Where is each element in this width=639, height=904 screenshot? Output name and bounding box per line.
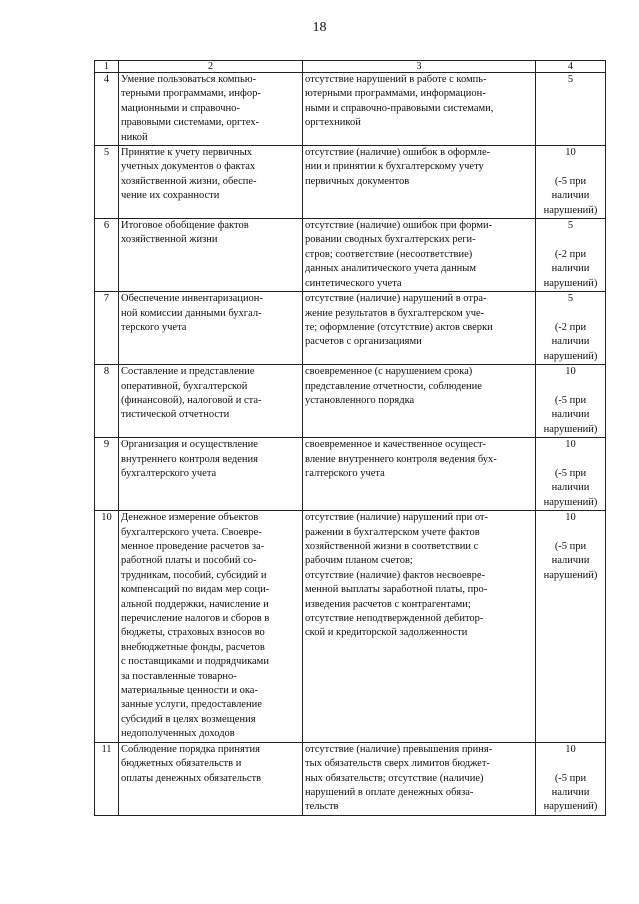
criteria-table-body <box>95 61 606 816</box>
indicator-name: Денежное измерение объектов бухгалтерского учета. Своевре- менное проведение расчетов за- работной платы и пособий со- трудникам, пособий, субсидий и компенсаций по видам мер соци- альной поддержки, начисление и перечисление налогов и сборов в бюджеты, страховых взносов во внебюджетные фонды, расчетов с поставщиками и подрядчиками за поставленные товарно- материальные ценности и ока- занные услуги, предоставление субсидий в целях возмещения недополученных доходов <box>119 511 303 743</box>
column-number-1: 1 <box>95 61 119 73</box>
page-number: 18 <box>312 20 327 35</box>
indicator-name: Организация и осуществление внутреннего контроля ведения бухгалтерского учета <box>119 438 303 511</box>
table-row <box>95 292 606 365</box>
indicator-name: Умение пользоваться компью- терными программами, инфор- мационными и справочно- правовыми системами, оргтех- никой <box>119 73 303 146</box>
evaluation-criterion: отсутствие (наличие) нарушений при от- ражении в бухгалтерском учете фактов хозяйственной жизни в соответствии с рабочим планом счетов; отсутствие (наличие) фактов несвоевре- менной выплаты заработной платы, про- изведения расчетов с контрагентами; отсутствие неподтвержденной дебитор- ской и кредиторской задолженности <box>303 511 536 743</box>
table-row <box>95 146 606 219</box>
row-number: 10 <box>95 511 119 743</box>
evaluation-criterion: своевременное (с нарушением срока) представление отчетности, соблюдение установленного порядка <box>303 365 536 438</box>
indicator-name: Составление и представление оперативной, бухгалтерской (финансовой), налоговой и ста- тистической отчетности <box>119 365 303 438</box>
row-number: 8 <box>95 365 119 438</box>
column-number-2: 2 <box>119 61 303 73</box>
evaluation-criterion: отсутствие (наличие) ошибок при форми- ровании сводных бухгалтерских реги- стров; соответствие (несоответствие) данных аналитического учета данным синтетического учета <box>303 219 536 292</box>
score-cell: 5 (-2 при наличии нарушений) <box>536 219 606 292</box>
table-row <box>95 73 606 146</box>
score-cell: 5 <box>536 73 606 146</box>
evaluation-criterion: отсутствие (наличие) нарушений в отра- жение результатов в бухгалтерском уче- те; оформление (отсутствие) актов сверки расчетов с организациями <box>303 292 536 365</box>
score-cell: 10 (-5 при наличии нарушений) <box>536 438 606 511</box>
indicator-name: Принятие к учету первичных учетных документов о фактах хозяйственной жизни, обеспе- чение их сохранности <box>119 146 303 219</box>
evaluation-criterion: отсутствие нарушений в работе с компь- ютерными программами, информацион- ными и справочно-правовыми системами, оргтехникой <box>303 73 536 146</box>
column-number-3: 3 <box>303 61 536 73</box>
row-number: 4 <box>95 73 119 146</box>
score-cell: 10 (-5 при наличии нарушений) <box>536 742 606 815</box>
column-number-row <box>95 61 606 73</box>
table-row <box>95 511 606 743</box>
table-row <box>95 219 606 292</box>
evaluation-criterion: своевременное и качественное осущест- вление внутреннего контроля ведения бух- галтерского учета <box>303 438 536 511</box>
row-number: 7 <box>95 292 119 365</box>
table-row <box>95 365 606 438</box>
column-number-4: 4 <box>536 61 606 73</box>
evaluation-criterion: отсутствие (наличие) превышения приня- тых обязательств сверх лимитов бюджет- ных обязательств; отсутствие (наличие) нарушений в оплате денежных обяза- тельств <box>303 742 536 815</box>
score-cell: 10 (-5 при наличии нарушений) <box>536 511 606 743</box>
score-cell: 10 (-5 при наличии нарушений) <box>536 146 606 219</box>
indicator-name: Соблюдение порядка принятия бюджетных обязательств и оплаты денежных обязательств <box>119 742 303 815</box>
row-number: 9 <box>95 438 119 511</box>
row-number: 6 <box>95 219 119 292</box>
criteria-table <box>94 60 606 816</box>
table-row <box>95 742 606 815</box>
row-number: 5 <box>95 146 119 219</box>
indicator-name: Обеспечение инвентаризацион- ной комиссии данными бухгал- терского учета <box>119 292 303 365</box>
table-row <box>95 438 606 511</box>
evaluation-criterion: отсутствие (наличие) ошибок в оформле- нии и принятии к бухгалтерскому учету первичных документов <box>303 146 536 219</box>
row-number: 11 <box>95 742 119 815</box>
score-cell: 10 (-5 при наличии нарушений) <box>536 365 606 438</box>
score-cell: 5 (-2 при наличии нарушений) <box>536 292 606 365</box>
indicator-name: Итоговое обобщение фактов хозяйственной жизни <box>119 219 303 292</box>
